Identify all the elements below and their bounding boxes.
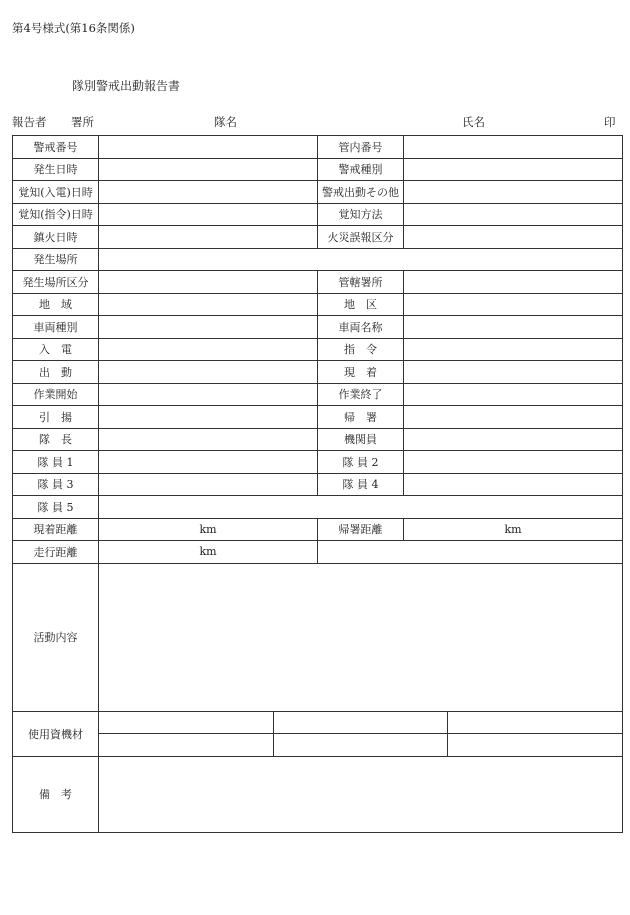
arrival-label: 現 着 bbox=[318, 361, 404, 384]
alert-type-field[interactable] bbox=[404, 158, 623, 181]
return-distance-field[interactable] bbox=[404, 518, 623, 541]
table-row bbox=[13, 316, 623, 339]
member1-field[interactable] bbox=[99, 451, 318, 474]
vehicle-name-field[interactable] bbox=[404, 316, 623, 339]
return-distance-label: 帰署距離 bbox=[318, 518, 404, 541]
table-row bbox=[13, 226, 623, 249]
table-row bbox=[13, 338, 623, 361]
equipment-cell[interactable] bbox=[99, 712, 273, 734]
table-row bbox=[13, 473, 623, 496]
extinguish-datetime-field[interactable] bbox=[99, 226, 318, 249]
table-row bbox=[13, 711, 623, 756]
notice-method-label: 覚知方法 bbox=[318, 203, 404, 226]
table-row bbox=[13, 136, 623, 159]
command-label: 指 令 bbox=[318, 338, 404, 361]
return-station-label: 帰 署 bbox=[318, 406, 404, 429]
table-row bbox=[13, 428, 623, 451]
district-field[interactable] bbox=[404, 293, 623, 316]
table-row bbox=[13, 541, 623, 564]
remarks-label: 備 考 bbox=[13, 756, 99, 832]
location-class-label: 発生場所区分 bbox=[13, 271, 99, 294]
district-label: 地 区 bbox=[318, 293, 404, 316]
false-report-class-label: 火災誤報区分 bbox=[318, 226, 404, 249]
document-title: 隊別警戒出動報告書 bbox=[72, 79, 181, 93]
table-row bbox=[13, 181, 623, 204]
occurrence-datetime-label: 発生日時 bbox=[13, 158, 99, 181]
command-field[interactable] bbox=[404, 338, 623, 361]
remarks-field[interactable] bbox=[99, 756, 623, 832]
engineer-label: 機関員 bbox=[318, 428, 404, 451]
alert-number-field[interactable] bbox=[99, 136, 318, 159]
call-in-field[interactable] bbox=[99, 338, 318, 361]
captain-label: 隊 長 bbox=[13, 428, 99, 451]
equipment-cell[interactable] bbox=[448, 734, 622, 756]
dispatch-label: 出 動 bbox=[13, 361, 99, 384]
table-row bbox=[13, 451, 623, 474]
notice-order-datetime-field[interactable] bbox=[99, 203, 318, 226]
notice-call-datetime-label: 覚知(入電)日時 bbox=[13, 181, 99, 204]
area-label: 地 域 bbox=[13, 293, 99, 316]
jurisdiction-station-label: 管轄署所 bbox=[318, 271, 404, 294]
work-end-label: 作業終了 bbox=[318, 383, 404, 406]
travel-distance-field[interactable] bbox=[99, 541, 318, 564]
km-unit: km bbox=[504, 522, 522, 536]
reporter-label: 報告者 bbox=[12, 115, 47, 129]
table-row bbox=[13, 496, 623, 519]
equipment-cell[interactable] bbox=[273, 712, 447, 734]
alert-type-label: 警戒種別 bbox=[318, 158, 404, 181]
table-row bbox=[13, 271, 623, 294]
location-class-field[interactable] bbox=[99, 271, 318, 294]
table-row bbox=[13, 203, 623, 226]
activity-field[interactable] bbox=[99, 563, 623, 711]
alert-dispatch-other-field[interactable] bbox=[404, 181, 623, 204]
vehicle-type-label: 車両種別 bbox=[13, 316, 99, 339]
work-start-field[interactable] bbox=[99, 383, 318, 406]
equipment-used-grid bbox=[99, 711, 623, 756]
area-field[interactable] bbox=[99, 293, 318, 316]
table-row bbox=[13, 158, 623, 181]
equipment-cell[interactable] bbox=[448, 712, 622, 734]
member5-field[interactable] bbox=[99, 496, 623, 519]
captain-field[interactable] bbox=[99, 428, 318, 451]
withdraw-field[interactable] bbox=[99, 406, 318, 429]
table-row bbox=[13, 248, 623, 271]
alert-dispatch-other-label: 警戒出動その他 bbox=[318, 181, 404, 204]
member5-label: 隊 員 5 bbox=[13, 496, 99, 519]
equipment-cell[interactable] bbox=[99, 734, 273, 756]
arrival-distance-label: 現着距離 bbox=[13, 518, 99, 541]
dispatch-field[interactable] bbox=[99, 361, 318, 384]
member1-label: 隊 員 1 bbox=[13, 451, 99, 474]
alert-number-label: 警戒番号 bbox=[13, 136, 99, 159]
location-label: 発生場所 bbox=[13, 248, 99, 271]
table-row bbox=[13, 406, 623, 429]
report-form-table bbox=[12, 135, 623, 833]
vehicle-type-field[interactable] bbox=[99, 316, 318, 339]
equipment-used-label: 使用資機材 bbox=[13, 711, 99, 756]
location-field[interactable] bbox=[99, 248, 623, 271]
member2-label: 隊 員 2 bbox=[318, 451, 404, 474]
vehicle-name-label: 車両名称 bbox=[318, 316, 404, 339]
jurisdiction-station-field[interactable] bbox=[404, 271, 623, 294]
return-station-field[interactable] bbox=[404, 406, 623, 429]
work-start-label: 作業開始 bbox=[13, 383, 99, 406]
arrival-distance-field[interactable] bbox=[99, 518, 318, 541]
km-unit: km bbox=[199, 545, 217, 559]
occurrence-datetime-field[interactable] bbox=[99, 158, 318, 181]
table-row bbox=[13, 563, 623, 711]
member3-label: 隊 員 3 bbox=[13, 473, 99, 496]
table-row bbox=[13, 756, 623, 832]
table-row bbox=[13, 518, 623, 541]
notice-call-datetime-field[interactable] bbox=[99, 181, 318, 204]
equipment-cell[interactable] bbox=[273, 734, 447, 756]
table-row bbox=[13, 383, 623, 406]
travel-distance-label: 走行距離 bbox=[13, 541, 99, 564]
unit-label: 隊名 bbox=[214, 115, 237, 129]
false-report-class-field[interactable] bbox=[404, 226, 623, 249]
member3-field[interactable] bbox=[99, 473, 318, 496]
call-in-label: 入 電 bbox=[13, 338, 99, 361]
arrival-field[interactable] bbox=[404, 361, 623, 384]
withdraw-label: 引 揚 bbox=[13, 406, 99, 429]
district-number-label: 管内番号 bbox=[318, 136, 404, 159]
seal-label: 印 bbox=[604, 115, 616, 129]
member4-label: 隊 員 4 bbox=[318, 473, 404, 496]
table-row bbox=[13, 361, 623, 384]
form-number: 第4号様式(第16条関係) bbox=[12, 21, 135, 35]
work-end-field[interactable] bbox=[404, 383, 623, 406]
name-label: 氏名 bbox=[462, 115, 485, 129]
activity-label: 活動内容 bbox=[13, 563, 99, 711]
notice-order-datetime-label: 覚知(指令)日時 bbox=[13, 203, 99, 226]
travel-distance-blank bbox=[318, 541, 623, 564]
notice-method-field[interactable] bbox=[404, 203, 623, 226]
station-label: 署所 bbox=[71, 115, 94, 129]
km-unit: km bbox=[199, 522, 217, 536]
member4-field[interactable] bbox=[404, 473, 623, 496]
extinguish-datetime-label: 鎮火日時 bbox=[13, 226, 99, 249]
engineer-field[interactable] bbox=[404, 428, 623, 451]
district-number-field[interactable] bbox=[404, 136, 623, 159]
table-row bbox=[13, 293, 623, 316]
member2-field[interactable] bbox=[404, 451, 623, 474]
